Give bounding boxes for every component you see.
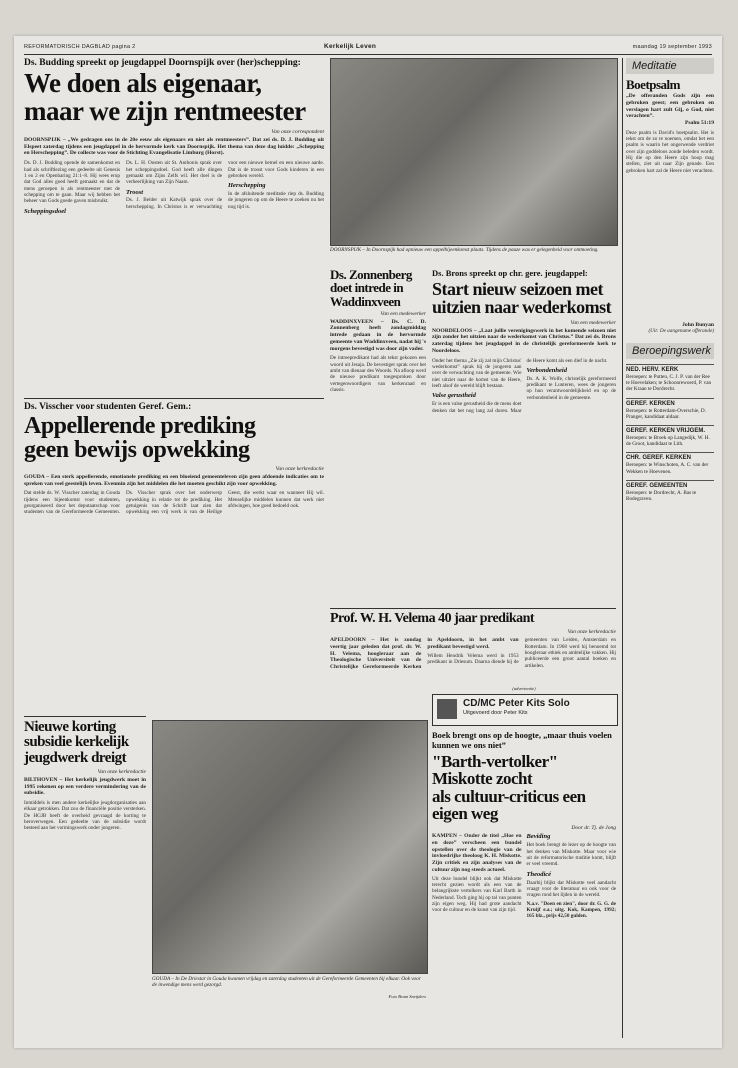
ad-label: (advertentie) <box>512 686 536 691</box>
subheading: Verbondenheid <box>526 366 567 374</box>
meditation-verse-ref: Psalm 51:19 <box>684 120 714 127</box>
article-byline: Van een medewerker <box>380 310 426 317</box>
headline-line-1: "Barth-vertolker" Miskotte zocht <box>432 752 558 789</box>
photo-gouda <box>152 720 428 974</box>
body-paragraph: Ds. J. Belder uit Katwijk sprak over de herschepping. In Christus is er verwachting voor een nieuwe hemel en een nieuwe aarde. Dat is de troost voor Gods kinderen in een gebroken wereld. <box>126 160 324 210</box>
article-zonnenberg <box>330 268 426 393</box>
church-text: Beroepen: te Broek op Langedijk, W. H. de Groot, kandidaat te Lith. <box>626 434 710 448</box>
headline-line-2: als cultuur-criticus een eigen weg <box>432 786 586 823</box>
body-paragraph: Ds. A. K. Wolfe, christelijk gereformeerd predikant te Lunteren, wees de jongeren op hun verantwoordelijkheid en op de verbondenheid in de gemeente. <box>526 375 616 401</box>
article-byline: Van onze correspondent <box>271 129 324 136</box>
article-body <box>432 833 616 1033</box>
meditation-body: Deze psalm is David's boetpsalm. Het is tekst om de zo te noemen, omdat het een psalm is waarin het ongerwende verdriet over zijn goddeloos zonde beleden wordt. Hij die op den Heere zijn hoop mag stellen, ziet uit naar Zijn genade. Een gebroken hart zal de Heere niet verachten. <box>626 129 714 174</box>
body-paragraph: Onder het thema „Zie zij zal mijn Christus' wederkomst” sprak hij de jongeren aan over de verwachting van de gemeente. Wie niet uitziet naar de komst van de Heere, leeft alsof de wereld blijft bestaan. <box>432 357 522 389</box>
article-miskotte <box>432 730 616 1033</box>
ad-logo-icon <box>437 699 457 719</box>
church-text: Beroepen: te Putten, C. J. P. van der Ree te Hoevelaken; te Schoonrewoerd, P. van der Kraan te Dordrecht. <box>626 373 712 393</box>
article-lead: NOORDELOOS – „Laat jullie verenigingswerk in het komende seizoen niet zijn zonder het uitzien naar de wederkomst van Christus.” Dat zei ds. Brons zaterdag tijdens het jeugdappel in de christelijk gereformeerde kerk te Noordeloos. <box>432 327 616 354</box>
subheading: Scheppingsdoel <box>24 207 66 215</box>
subheading: Valse gerustheid <box>432 392 476 400</box>
newspaper-page <box>14 36 722 1048</box>
body-paragraph: Uit deze bundel blijkt ook dat Miskotte terecht gezien wordt als een van de belangrijkste vertolkers van Karl Barth in Nederland. Toch ging hij op tal van punten zijn eigen weg. Hij had grote aandacht voor de cultuur en de kunst van zijn tijd. <box>432 875 522 914</box>
church-text: Beroepen: te Rotterdam-Overschie, D. Pranger, kandidaat aldaar. <box>626 407 706 420</box>
photo-caption: GOUDA – In De Driestar in Gouda kwamen vrijdag en zaterdag studenten uit de Gereformeerde Gemeenten bij elkaar. Ook voor de inwendige mens werd gezorgd. <box>152 976 421 989</box>
article-byline: Van een medewerker <box>570 319 616 326</box>
body-paragraph: In de afsluitende meditatie riep ds. Budding de jongeren op om de Heere te zoeken nu het nog tijd is. <box>228 191 324 210</box>
section-title: Kerkelijk Leven <box>324 43 377 50</box>
body-paragraph: Willem Hendrik Velema werd in 1953 predikant in Driesum. Daarna diende hij de gemeenten van Leiden, Amsterdam en Rotterdam. In 1968 werd hij benoemd tot hoogleraar ethiek en ambtelijke vakken. Hij publiceerde een groot aantal boeken en artikelen. <box>427 637 616 669</box>
church-list <box>626 364 714 503</box>
subheading: Beviding <box>526 833 551 841</box>
meditation-title: Boetpsalm <box>626 77 680 92</box>
article-headline: Nieuwe korting subsidie kerkelijk jeugdwerk dreigt <box>24 719 129 766</box>
article-headline: Ds. Zonnenberg doet intrede in Waddinxveen <box>330 267 412 309</box>
article-lead: KAMPEN – Onder de titel „Hoe en en deze” verscheen een bundel opstellen over de theologie van de invloedrijke theoloog K. H. Miskotte. Zijn critiek en zijn analyses van de cultuur zijn nog steeds actueel. <box>432 833 522 873</box>
paper-name: REFORMATORISCH DAGBLAD pagina 2 <box>24 44 136 50</box>
article-byline: Door dr. Tj. de Jong <box>571 825 616 832</box>
sidebar <box>626 58 714 502</box>
church-name: GEREF. KERKEN <box>626 398 714 407</box>
article-body: Inmiddels is men andere kerkelijke jeugdorganisaties aan elkaar getrokken. Dat zou de financiële positie versterken. De HGJB heeft de overheid gevraagd de korting te heroverwegen. Een gedeelte van de subsidie wordt besteed aan het vormingswerk onder jongeren. <box>24 800 146 832</box>
article-lead: APELDOORN – Het is zondag veertig jaar geleden dat prof. dr. W. H. Velema, hoogleraar aan de Theologische Universiteit van de Christelijke Gereformeerde Kerken in Apeldoorn, in het ambt van predikant bevestigd werd. <box>330 637 519 671</box>
church-name: NED. HERV. KERK <box>626 364 714 373</box>
article-kicker: Ds. Brons spreekt op chr. gere. jeugdappel: <box>432 268 588 278</box>
article-headline: Start nieuw seizoen met uitzien naar wederkomst <box>432 279 612 318</box>
article-brons <box>432 268 616 508</box>
headline-line-1: We doen als eigenaar, <box>24 68 262 98</box>
church-name: GEREF. KERKEN VRIJGEM. <box>626 425 714 434</box>
body-paragraph: Ds. L. H. Oosten uit St. Anthonis sprak over het scheppingsdoel. God heeft alle dingen gemaakt om Zijns Zelfs wil. Het doel is de verheerlijking van Zijn Naam. <box>126 160 222 186</box>
article-headline <box>24 414 324 463</box>
body-paragraph: Ds. D. J. Budding opende de samenkomst en had als schriftlezing een gedeelte uit Genesis 1 en 2 en Openbaring 21:1–8. Hij wees erop dat God alles goed heeft gemaakt en dat de mens geroepen is als rentmeester met de schepping om te gaan. Maar wij hebben het beheer van Gods goede gaven misbruikt. <box>24 160 120 205</box>
article-body <box>24 160 324 410</box>
subheading: Theodicé <box>526 870 552 878</box>
article-visscher <box>24 402 324 630</box>
photo-doornspijk <box>330 58 618 246</box>
article-body <box>432 358 616 508</box>
issue-date: maandag 19 september 1993 <box>632 44 712 50</box>
advertisement[interactable] <box>432 694 618 726</box>
photo-caption: DOORNSPIJK – In Doornspijk had opnieuw een appelbijeenkomst plaats. Tijdens de pauze was er gelegenheid voor ontmoeting. <box>330 247 599 253</box>
article-lead: BILTHOVEN – Het kerkelijk jeugdwerk moet in 1995 rekenen op een verdere vermindering van de subsidie. <box>24 776 146 797</box>
article-headline <box>24 70 324 125</box>
headline-line-2: geen bewijs opwekking <box>24 437 250 464</box>
body-paragraph: Er is een valse gerustheid die de mens doet denken dat het nog lang zal duren. Maar de Heere komt als een dief in de nacht. <box>432 357 608 414</box>
article-byline: Van onze kerkredactie <box>97 768 146 775</box>
article-lead: GOUDA – Een sterk appellerende, emotionele prediking en een bloeiend gemeenteleven zijn geen afdoende indicaties om te spreken van veel geestelijk leven. Evenmin zijn het middelen die het moeten geschikt zijn voor opwekking. <box>24 473 324 487</box>
ad-tagline: Uitgevoerd door Peter Kits <box>463 710 528 716</box>
masthead <box>24 42 712 55</box>
meditation-author-note: (Uit: De aangename offerande) <box>648 328 714 335</box>
article-headline <box>432 753 616 822</box>
article-headline: Prof. W. H. Velema 40 jaar predikant <box>330 611 535 626</box>
church-name: CHR. GEREF. KERKEN <box>626 452 714 461</box>
article-lead: DOORNSPIJK – „We gedragen ons in de 20e eeuw als eigenaars en niet als rentmeesters”. Dat zei ds. D. J. Budding uit Elspeet zaterdag tijdens een jeugdappel in de hervormde kerk van Doornspijk. Het thema van deze dag luidde: „Schepping en Herschepping”. De collecte was voor de Stichting Evangelisatie Limburg (Horst). <box>24 137 324 157</box>
church-text: Beroepen: te Winschoten, A. C. van der Wekken te Hoevenen. <box>626 462 709 475</box>
article-byline: Van onze kerkredactie <box>567 629 616 636</box>
article-kicker: Boek brengt ons op de hoogte, „maar thuis voelen kunnen we ons niet” <box>432 730 612 750</box>
book-info: N.a.v. "Doen en zien", door dr. G. G. de Kruijf e.a.; uitg. Kok, Kampen, 1992; 165 blz., prijs 42,50 gulden. <box>526 900 616 920</box>
sidebar-section: Meditatie <box>626 58 714 74</box>
divider <box>24 398 324 399</box>
article-body: De intreepredikant had als tekst gekozen een woord uit Jesaja. De bevestiger sprak over het ambt van dienaar des Woords. Na afloop werd de nieuwe predikant toegesproken door vertegenwoordigers van kerkenraad en classis. <box>330 355 427 393</box>
church-text: Beroepen: te Dordrecht, A. Bas te Bodegraven. <box>626 489 697 503</box>
meditation-author: John Bunyan <box>682 321 714 328</box>
article-body: Dat stelde ds. W. Visscher zaterdag in Gouda tijdens een bijeenkomst voor studenten, georganiseerd door het deputaatschap voor studenten van de Gereformeerde Gemeenten. Ds. Visscher sprak over het onderwerp opwekking in relatie tot de prediking. Het getuigenis van de Schrift laat zien dat opwekking een vrij werk is van de Heilige Geest, die werkt waar en wanneer Hij wil. Menselijke middelen kunnen dat werk niet afdwingen, hoe goed bedoeld ook. <box>24 490 324 516</box>
headline-line-1: Appellerende prediking <box>24 413 256 439</box>
subheading: Troost <box>126 188 144 196</box>
article-kicker: Ds. Budding spreekt op jeugdappel Doornspijk over (her)schepping: <box>24 58 301 68</box>
divider <box>330 608 616 609</box>
divider <box>24 716 146 717</box>
subheading: Herschepping <box>228 182 266 190</box>
sidebar-section-2: Beroepingswerk <box>626 343 714 359</box>
meditation-verse: „De offeranden Gods zijn een gebroken geest; een gebroken en verslagen hart zult Gij, o God, niet verachten”. <box>626 93 714 120</box>
article-subsidie <box>24 720 146 832</box>
ad-brand: CD/MC Peter Kits Solo <box>463 698 570 709</box>
church-name: GEREF. GEMEENTEN <box>626 480 714 489</box>
body-paragraph: Daarbij blijkt dat Miskotte veel aandacht vraagt voor de literatuur en ook voor de vragen rond het lijden in de wereld. <box>526 879 616 899</box>
article-lead: WADDINXVEEN – Ds. C. D. Zonnenberg heeft zondagmiddag intrede gedaan in de hervormde gemeente van Waddinxveen, nadat hij 's morgens bevestigd was door zijn vader. <box>330 318 426 352</box>
article-byline: Van onze kerkredactie <box>275 465 324 472</box>
headline-line-2: maar we zijn rentmeester <box>24 95 306 126</box>
article-kicker: Ds. Visscher voor studenten Geref. Gem.: <box>24 402 192 412</box>
sidebar-divider <box>622 58 623 1038</box>
article-budding <box>24 58 324 410</box>
body-paragraph: Het boek brengt de lezer op de hoogte van het denken van Miskotte. Maar voor wie uit de reformatorische traditie komt, blijft er veel vreemd. <box>526 842 616 868</box>
photo-credit: Foto Bram Sneijders <box>388 994 426 999</box>
